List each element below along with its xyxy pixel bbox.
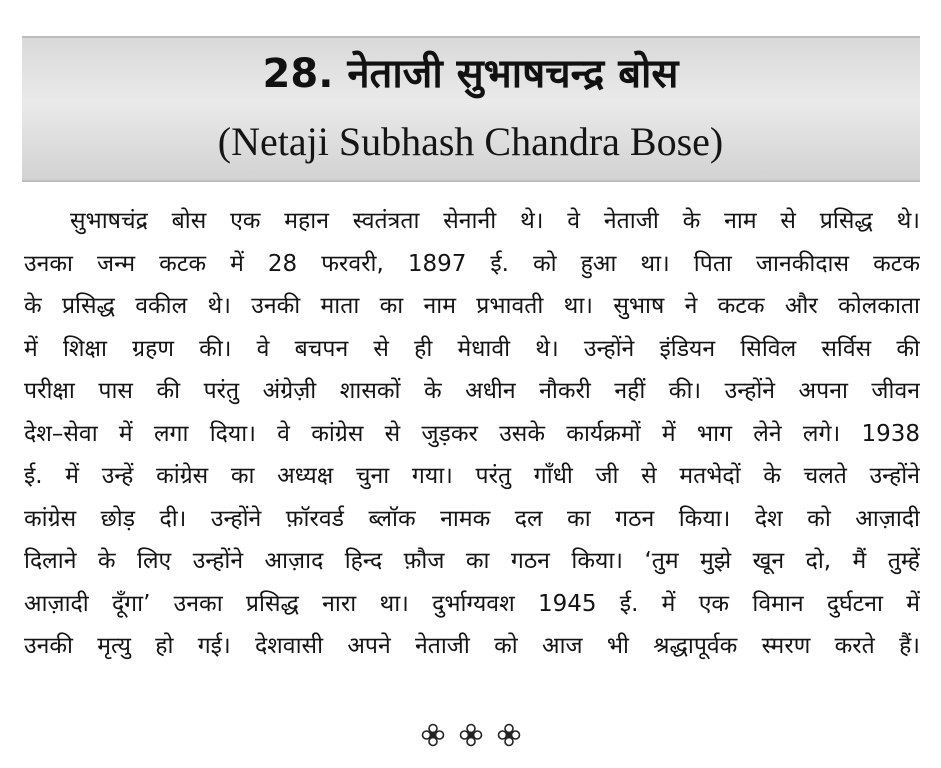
end-ornaments [0, 722, 941, 748]
paragraph-line: सुभाषचंद्र बोस एक महान स्वतंत्रता सेनानी थे। वे नेताजी के नाम से प्रसिद्ध थे। [70, 208, 920, 234]
paragraph-line: में शिक्षा ग्रहण की। वे बचपन से ही मेधावी थे। उन्होंने इंडियन सिविल सर्विस की [24, 335, 920, 362]
paragraph-line: उनकी मृत्यु हो गई। देशवासी अपने नेताजी को आज भी श्रद्धापूर्वक स्मरण करते हैं। [24, 633, 920, 659]
paragraph-line: ई. में उन्हें कांग्रेस का अध्यक्ष चुना गया। परंतु गाँधी जी से मतभेदों के चलते उन्होंने [24, 463, 920, 489]
paragraph-line: के प्रसिद्ध वकील थे। उनकी माता का नाम प्रभावती था। सुभाष ने कटक और कोलकाता [24, 293, 920, 319]
chapter-title-english: (Netaji Subhash Chandra Bose) [217, 119, 724, 164]
paragraph-line: आज़ादी दूँगा’ उनका प्रसिद्ध नारा था। दुर्भाग्यवश 1945 ई. में एक विमान दुर्घटना में [24, 590, 920, 617]
flower-ornament-icon [458, 722, 484, 748]
flower-ornament-icon [496, 722, 522, 748]
essay-paragraph [24, 200, 920, 668]
paragraph-line: उनका जन्म कटक में 28 फरवरी, 1897 ई. को हुआ था। पिता जानकीदास कटक [24, 250, 920, 277]
paragraph-line: देश–सेवा में लगा दिया। वे कांग्रेस से जुड़कर उसके कार्यक्रमों में भाग लेने लगे। 1938 [24, 420, 920, 447]
paragraph-line: दिलाने के लिए उन्होंने आज़ाद हिन्द फ़ौज का गठन किया। ‘तुम मुझे खून दो, मैं तुम्हें [24, 548, 920, 574]
paragraph-line: परीक्षा पास की परंतु अंग्रेज़ी शासकों के अधीन नौकरी नहीं की। उन्होंने अपना जीवन [24, 378, 920, 404]
flower-ornament-icon [420, 722, 446, 748]
chapter-title-hindi: 28. नेताजी सुभाषचन्द्र बोस [262, 51, 679, 97]
paragraph-line: कांग्रेस छोड़ दी। उन्होंने फ़ॉरवर्ड ब्लॉक नामक दल का गठन किया। देश को आज़ादी [24, 505, 920, 532]
